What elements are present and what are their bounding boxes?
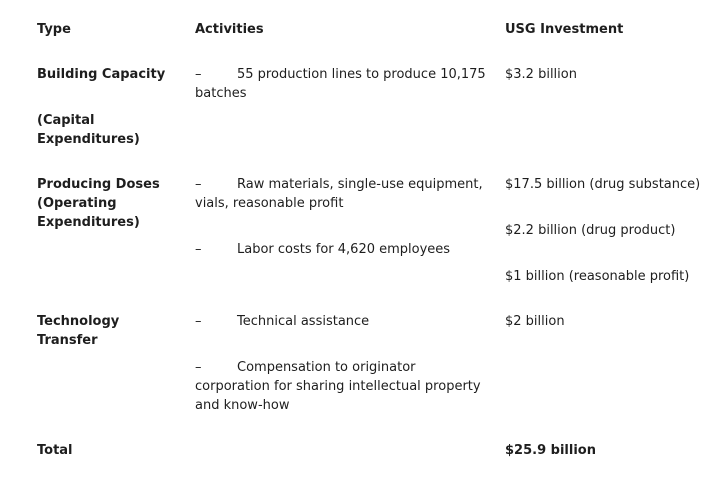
row3-activity-2-cont2: and know-how <box>195 398 290 413</box>
bullet-dash: – <box>195 360 202 375</box>
row2-activity-1 <box>195 175 483 194</box>
activity-text: Raw materials, single-use equipment, <box>237 177 483 192</box>
activity-text: 55 production lines to produce 10,175 <box>237 67 486 82</box>
row1-type-line3: Expenditures) <box>37 132 140 147</box>
total-label: Total <box>37 443 73 458</box>
activity-text: Technical assistance <box>237 314 370 329</box>
bullet-dash: – <box>195 242 202 257</box>
header-activities: Activities <box>195 22 264 37</box>
bullet-dash: – <box>195 177 202 192</box>
row1-investment: $3.2 billion <box>505 67 577 82</box>
row1-activity-1-cont: batches <box>195 86 247 101</box>
header-investment: USG Investment <box>505 22 624 37</box>
row2-type-line3: Expenditures) <box>37 215 140 230</box>
row2-investment-2: $2.2 billion (drug product) <box>505 223 676 238</box>
total-value: $25.9 billion <box>505 443 596 458</box>
row2-activity-2 <box>195 240 450 259</box>
activity-text: Labor costs for 4,620 employees <box>237 242 451 257</box>
row2-activity-1-cont: vials, reasonable profit <box>195 196 344 211</box>
row1-activity-1 <box>195 65 486 84</box>
row2-type-line1: Producing Doses <box>37 177 160 192</box>
row3-type-line2: Transfer <box>37 333 98 348</box>
row2-investment-1: $17.5 billion (drug substance) <box>505 177 701 192</box>
row1-type-line2: (Capital <box>37 113 95 128</box>
row2-investment-3: $1 billion (reasonable profit) <box>505 269 690 284</box>
header-type: Type <box>37 22 71 37</box>
row2-type-line2: (Operating <box>37 196 117 211</box>
bullet-dash: – <box>195 67 202 82</box>
row1-type-line1: Building Capacity <box>37 67 166 82</box>
row3-activity-2 <box>195 358 416 377</box>
row3-activity-2-cont: corporation for sharing intellectual property <box>195 379 481 394</box>
row3-type-line1: Technology <box>37 314 120 329</box>
row3-investment: $2 billion <box>505 314 565 329</box>
bullet-dash: – <box>195 314 202 329</box>
row3-activity-1 <box>195 312 369 331</box>
activity-text: Compensation to originator <box>237 360 416 375</box>
